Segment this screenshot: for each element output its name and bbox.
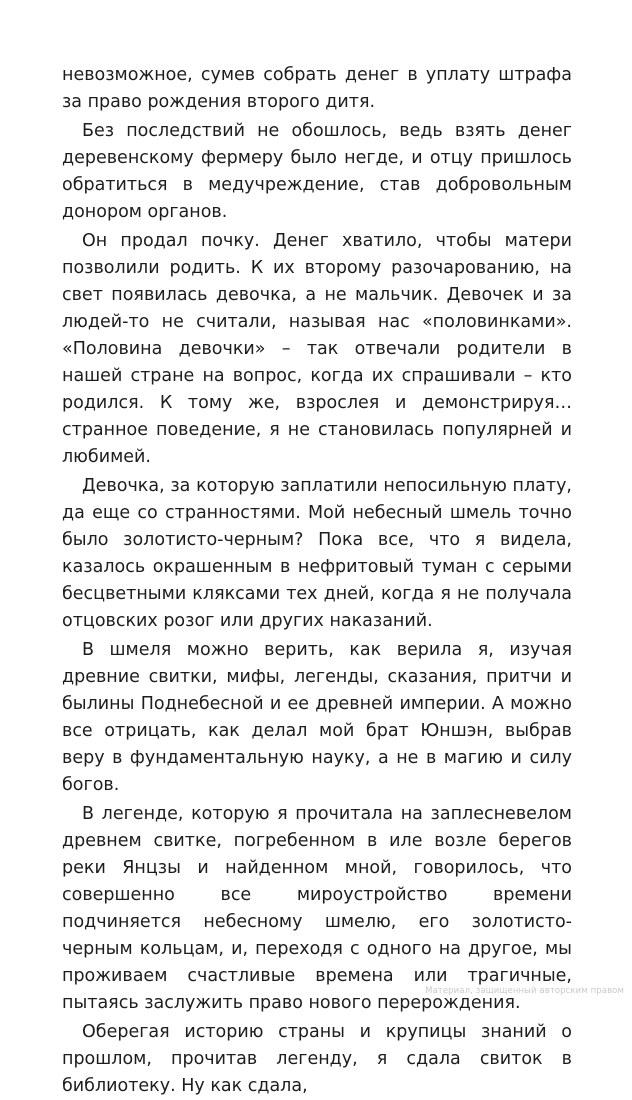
paragraph: В легенде, которую я прочитала на заплесневелом древнем свитке, погребенном в иле возле берегов реки Янцзы и найденном мной, говорилось, что совершенно все мироустройство времени подчиняется небесному шмелю, его золотисто-черным кольцам, и, переходя с одного на другое, мы проживаем счастливые времена или трагичные, пытаясь заслужить право нового перерождения.: [62, 804, 572, 1013]
copyright-watermark: Материал, защищенный авторским правом: [425, 986, 624, 996]
paragraph: невозможное, сумев собрать денег в уплату штрафа за право рождения второго дитя.: [62, 65, 572, 112]
paragraph: Девочка, за которую заплатили непосильную плату, да еще со странностями. Мой небесный шмель точно было золотисто-черным? Пока все, что я видела, казалось окрашенным в нефритовый туман с серыми бесцветными кляксами тех дней, когда я не получала отцовских розог или других наказаний.: [62, 476, 572, 631]
paragraph: Без последствий не обошлось, ведь взять денег деревенскому фермеру было негде, и отцу пришлось обратиться в медучреждение, став добровольным донором органов.: [62, 121, 572, 222]
paragraph: В шмеля можно верить, как верила я, изучая древние свитки, мифы, легенды, сказания, притчи и былины Поднебесной и ее древней империи. А можно все отрицать, как делал мой брат Юншэн, выбрав веру в фундаментальную науку, а не в магию и силу богов.: [62, 640, 572, 795]
book-page-text: [62, 62, 572, 1100]
paragraph: Оберегая историю страны и крупицы знаний о прошлом, прочитав легенду, я сдала свиток в библиотеку. Ну как сдала,: [62, 1022, 572, 1096]
paragraph: Он продал почку. Денег хватило, чтобы матери позволили родить. К их второму разочарованию, на свет появилась девочка, а не мальчик. Девочек и за людей-то не считали, называя нас «половинками». «Половина девочки» – так отвечали родители в нашей стране на вопрос, когда их спрашивали – кто родился. К тому же, взрослея и демонстрируя… странное поведение, я не становилась популярней и любимей.: [62, 231, 572, 467]
